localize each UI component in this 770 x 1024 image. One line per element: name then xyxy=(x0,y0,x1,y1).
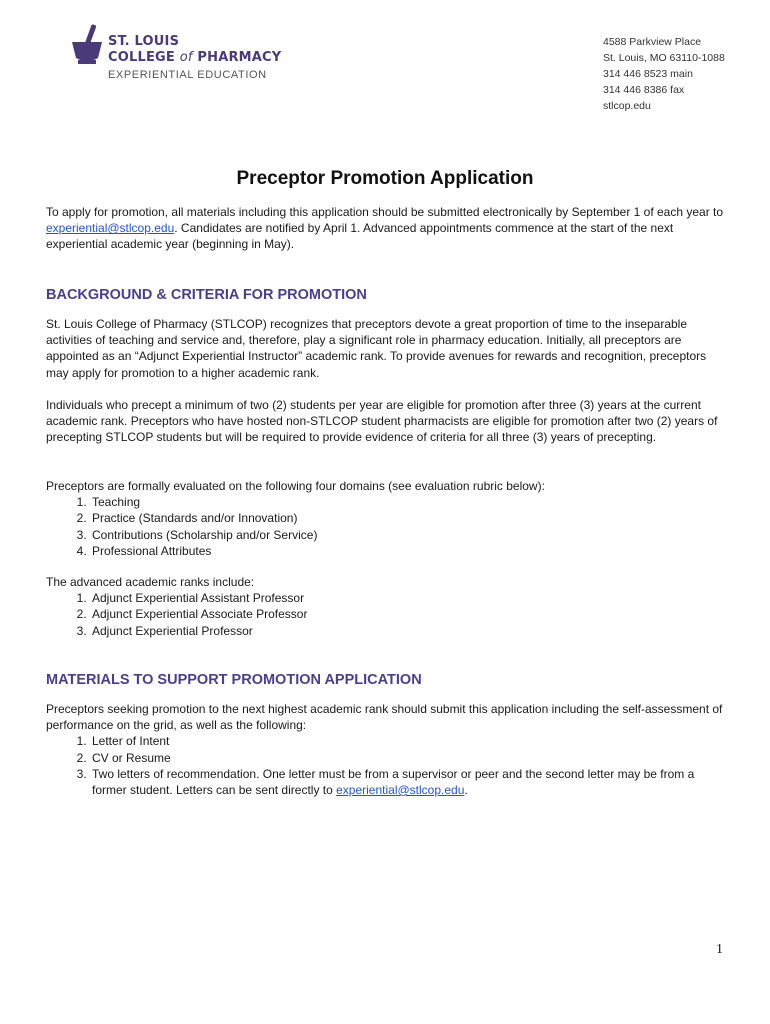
email-link[interactable]: experiential@stlcop.edu xyxy=(46,221,175,236)
ranks-block xyxy=(46,574,730,639)
list-item: 3. Adjunct Experiential Professor xyxy=(90,623,730,639)
ranks-intro: The advanced academic ranks include: xyxy=(46,575,255,589)
logo-pharmacy: PHARMACY xyxy=(192,50,282,65)
logo-of: of xyxy=(179,50,193,65)
page-title: Preceptor Promotion Application xyxy=(236,168,534,189)
materials-intro: Preceptors seeking promotion to the next highest academic rank should submit this application including the self-assessment of performance on the grid, as well as the following: xyxy=(46,702,723,733)
materials-list xyxy=(46,733,730,798)
domains-block xyxy=(46,478,730,559)
domains-intro: Preceptors are formally evaluated on the following four domains (see evaluation rubric below): xyxy=(46,479,545,493)
recommendation-text-end: . xyxy=(464,783,468,798)
logo-text-line3: EXPERIENTIAL EDUCATION xyxy=(108,69,267,81)
background-paragraph-2: Individuals who precept a minimum of two (2) students per year are eligible for promotion after three (3) years at the current academic rank. Preceptors who have hosted non-STLCOP student pharmacists are eligible for promotion after two (2) years of precepting STLCOP students but will be required to provide evidence of criteria for all three (3) years of precepting. xyxy=(46,398,718,445)
list-item: 4. Professional Attributes xyxy=(90,543,730,559)
list-item: 1. Letter of Intent xyxy=(90,733,730,749)
intro-paragraph xyxy=(46,204,730,253)
address-fax: 314 446 8386 fax xyxy=(603,84,685,96)
address-phone: 314 446 8523 main xyxy=(603,68,693,80)
intro-text-start: To apply for promotion, all materials including this application should be submitted electronically by September 1 of each year to xyxy=(46,205,724,219)
recommendation-text: Two letters of recommendation. One letter must be from a supervisor or peer and the second letter may be from a former student. Letters can be sent directly to xyxy=(92,766,695,798)
list-item: 1. Adjunct Experiential Assistant Professor xyxy=(90,590,730,606)
address-city: St. Louis, MO 63110-1088 xyxy=(603,52,725,64)
list-item: 1. Teaching xyxy=(90,494,730,510)
background-paragraph-1: St. Louis College of Pharmacy (STLCOP) recognizes that preceptors devote a great proportion of time to the inseparable activities of teaching and service and, therefore, play a significant role in pharmacy education. Initially, all preceptors are appointed as an “Adjunct Experiential Instructor” academic rank. To provide avenues for rewards and recognition, preceptors may apply for promotion to a higher academic rank. xyxy=(46,317,707,380)
logo-text-line1: ST. LOUIS xyxy=(108,34,180,49)
materials-block xyxy=(46,701,730,798)
logo-college: COLLEGE xyxy=(108,50,180,65)
address-street: 4588 Parkview Place xyxy=(603,36,702,48)
list-item: 3. Contributions (Scholarship and/or Service) xyxy=(90,527,730,543)
ranks-list xyxy=(46,590,730,639)
list-item: 2. Practice (Standards and/or Innovation) xyxy=(90,510,730,526)
address-website: stlcop.edu xyxy=(603,100,651,112)
email-link-materials[interactable]: experiential@stlcop.edu xyxy=(336,783,465,798)
list-item: 2. CV or Resume xyxy=(90,750,730,766)
list-item xyxy=(90,766,730,798)
domains-list xyxy=(46,494,730,559)
section-heading-materials: MATERIALS TO SUPPORT PROMOTION APPLICATION xyxy=(46,672,422,688)
intro-text-end: . Candidates are notified by April 1. Advanced appointments commence at the start of the next experiential academic year (beginning in May). xyxy=(46,221,674,252)
mortar-pestle-logo-icon xyxy=(70,22,104,66)
page-number: 1 xyxy=(716,942,723,957)
logo-text-line2 xyxy=(108,50,281,65)
college-logo xyxy=(70,22,310,86)
section-heading-background: BACKGROUND & CRITERIA FOR PROMOTION xyxy=(46,287,367,303)
list-item: 2. Adjunct Experiential Associate Professor xyxy=(90,606,730,622)
address-block xyxy=(603,34,725,114)
